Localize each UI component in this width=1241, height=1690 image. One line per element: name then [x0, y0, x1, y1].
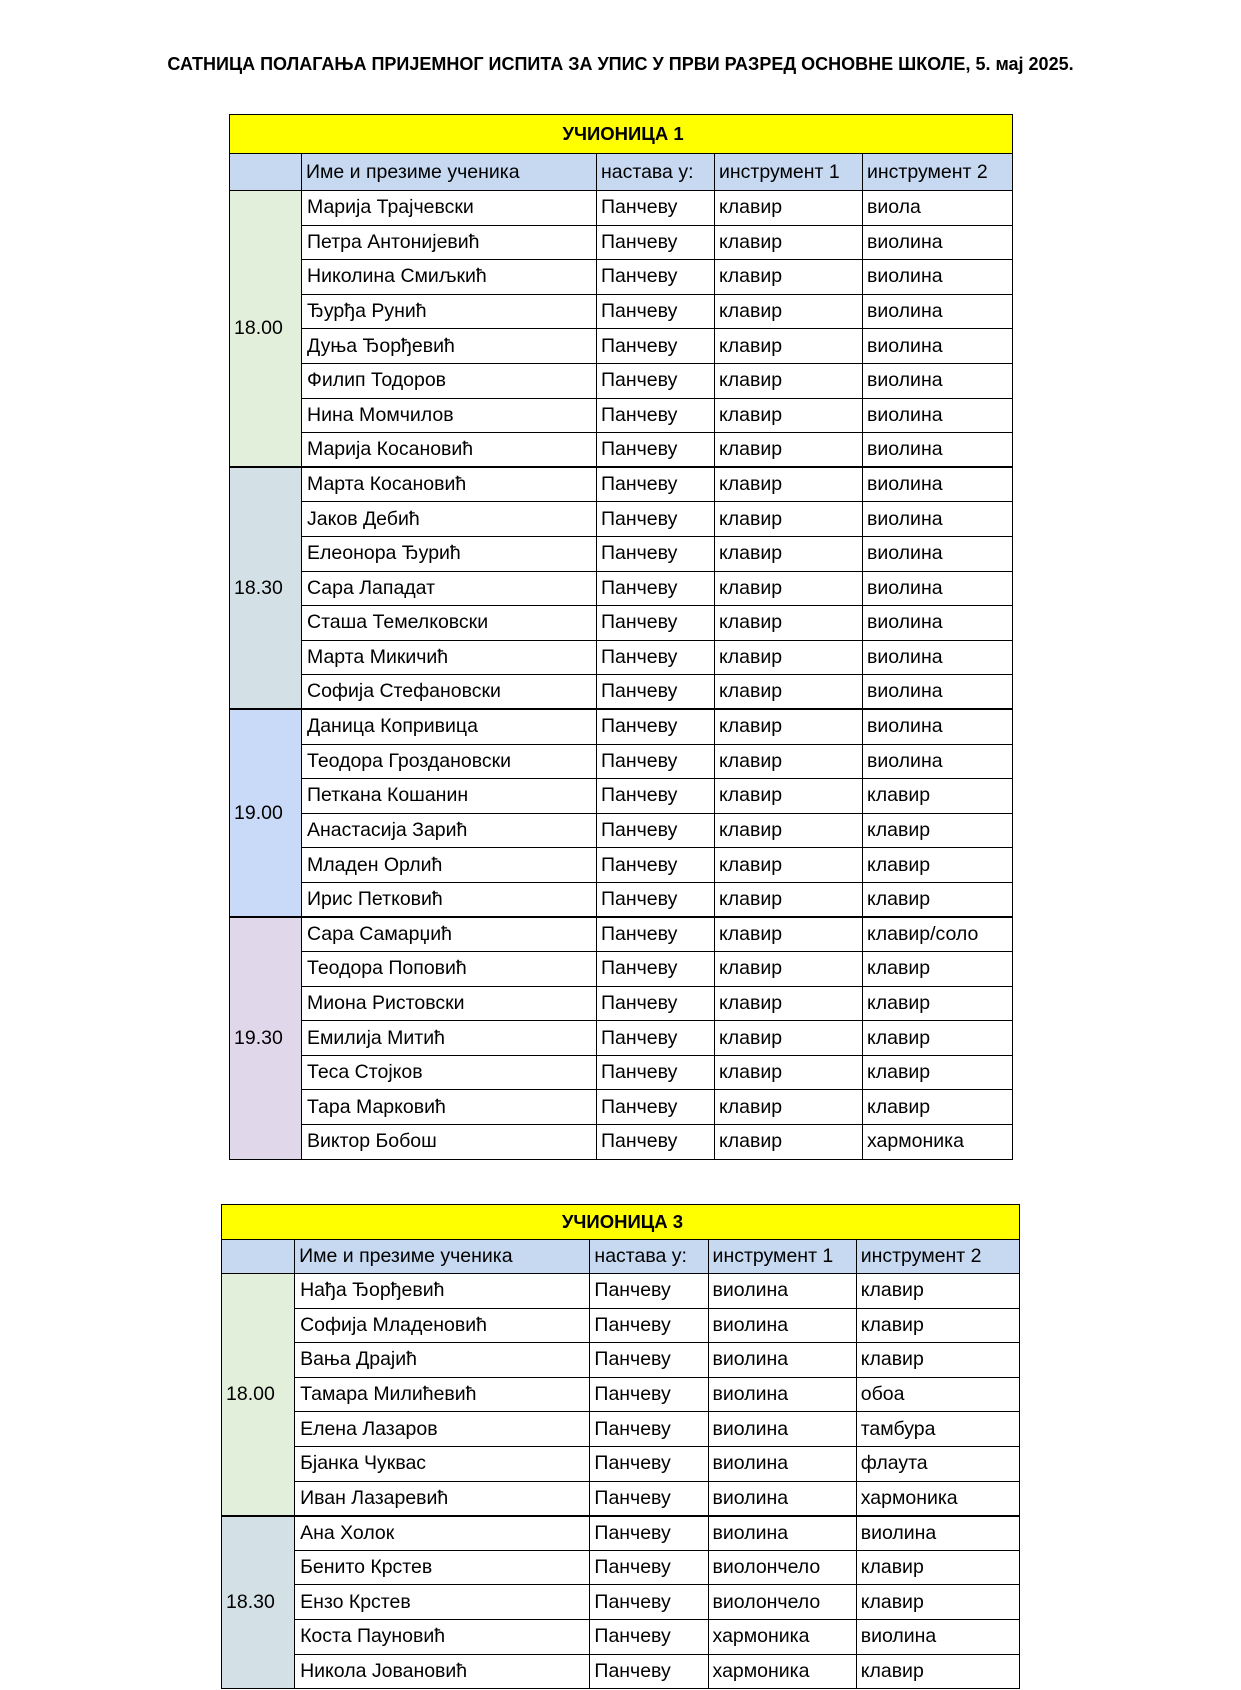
instrument-2-cell: клавир [863, 1090, 1013, 1125]
instrument-2-cell: тамбура [856, 1412, 1019, 1447]
instrument-2-cell: виолина [863, 294, 1013, 329]
student-name-cell: Бјанка Чуквас [295, 1446, 590, 1481]
instrument-2-cell: виолина [863, 433, 1013, 468]
table-row [230, 848, 1013, 883]
location-cell: Панчеву [597, 779, 715, 814]
student-name-cell: Иван Лазаревић [295, 1481, 590, 1516]
table-row [222, 1274, 1020, 1309]
table-row [230, 536, 1013, 571]
location-cell: Панчеву [597, 848, 715, 883]
table-row [230, 294, 1013, 329]
instrument-1-cell: клавир [715, 467, 863, 502]
location-cell: Панчеву [597, 398, 715, 433]
instrument-1-cell: клавир [715, 363, 863, 398]
instrument-2-cell: виолина [863, 709, 1013, 744]
instrument-1-cell: клавир [715, 917, 863, 952]
instrument-2-cell: виолина [863, 606, 1013, 641]
instrument-2-cell: клавир [863, 952, 1013, 987]
table-row [230, 606, 1013, 641]
instrument-2-cell: виолина [863, 571, 1013, 606]
instrument-2-cell: виолина [863, 363, 1013, 398]
instrument-2-cell: клавир [863, 848, 1013, 883]
instrument-2-cell: виолина [863, 744, 1013, 779]
table-row [222, 1619, 1020, 1654]
instrument-2-cell: клавир [863, 986, 1013, 1021]
student-name-cell: Марија Трајчевски [302, 191, 597, 226]
table-row [230, 952, 1013, 987]
location-cell: Панчеву [597, 986, 715, 1021]
time-slot-cell: 18.00 [222, 1274, 295, 1516]
table-row [230, 1055, 1013, 1090]
student-name-cell: Филип Тодоров [302, 363, 597, 398]
page-title: САТНИЦА ПОЛАГАЊА ПРИЈЕМНОГ ИСПИТА ЗА УПИС У ПРВИ РАЗРЕД ОСНОВНЕ ШКОЛЕ, 5. мај 2025. [167, 54, 1074, 74]
instrument-2-cell: виола [863, 191, 1013, 226]
student-name-cell: Марта Косановић [302, 467, 597, 502]
table-row [230, 225, 1013, 260]
location-cell: Панчеву [590, 1619, 708, 1654]
location-cell: Панчеву [597, 640, 715, 675]
student-name-cell: Софија Стефановски [302, 675, 597, 710]
instrument-2-cell: виолина [856, 1516, 1019, 1551]
student-name-cell: Ана Холок [295, 1516, 590, 1551]
location-cell: Панчеву [597, 467, 715, 502]
instrument-1-cell: виолина [708, 1377, 856, 1412]
student-name-cell: Даница Копривица [302, 709, 597, 744]
instrument-2-cell: клавир [863, 779, 1013, 814]
location-cell: Панчеву [597, 536, 715, 571]
instrument-1-cell: клавир [715, 952, 863, 987]
student-name-cell: Елеонора Ђурић [302, 536, 597, 571]
instrument-1-cell: клавир [715, 536, 863, 571]
instrument-1-cell: клавир [715, 502, 863, 537]
room-3-table [221, 1204, 1020, 1689]
location-cell: Панчеву [590, 1481, 708, 1516]
instrument-2-cell: виолина [863, 502, 1013, 537]
location-cell: Панчеву [590, 1446, 708, 1481]
instrument-1-cell: клавир [715, 779, 863, 814]
instrument-1-cell: клавир [715, 260, 863, 295]
student-name-cell: Сара Лападат [302, 571, 597, 606]
instrument-2-cell: клавир [856, 1308, 1019, 1343]
location-cell: Панчеву [597, 363, 715, 398]
table-row [230, 1090, 1013, 1125]
instrument-1-cell: виолина [708, 1446, 856, 1481]
time-slot-cell: 18.30 [222, 1516, 295, 1689]
student-name-cell: Теса Стојков [302, 1055, 597, 1090]
table-row [230, 917, 1013, 952]
instrument-1-cell: клавир [715, 225, 863, 260]
student-name-cell: Тара Марковић [302, 1090, 597, 1125]
location-cell: Панчеву [597, 813, 715, 848]
student-name-cell: Миона Ристовски [302, 986, 597, 1021]
student-name-cell: Петкана Кошанин [302, 779, 597, 814]
student-name-cell: Елена Лазаров [295, 1412, 590, 1447]
student-name-cell: Коста Пауновић [295, 1619, 590, 1654]
instrument-1-cell: клавир [715, 1021, 863, 1056]
column-header-instrument-1: инструмент 1 [715, 154, 863, 191]
table-row [222, 1481, 1020, 1516]
instrument-1-cell: виолончело [708, 1585, 856, 1620]
instrument-1-cell: клавир [715, 675, 863, 710]
location-cell: Панчеву [590, 1377, 708, 1412]
instrument-2-cell: виолина [863, 260, 1013, 295]
instrument-1-cell: хармоника [708, 1619, 856, 1654]
location-cell: Панчеву [597, 191, 715, 226]
instrument-2-cell: клавир/соло [863, 917, 1013, 952]
instrument-1-cell: хармоника [708, 1654, 856, 1689]
table-row [230, 640, 1013, 675]
instrument-1-cell: клавир [715, 882, 863, 917]
table-row [230, 433, 1013, 468]
table-row [230, 191, 1013, 226]
table-row [230, 813, 1013, 848]
student-name-cell: Виктор Бобош [302, 1125, 597, 1160]
student-name-cell: Теодора Поповић [302, 952, 597, 987]
instrument-1-cell: клавир [715, 986, 863, 1021]
instrument-1-cell: клавир [715, 1125, 863, 1160]
instrument-1-cell: виолина [708, 1343, 856, 1378]
instrument-1-cell: клавир [715, 329, 863, 364]
header-time-blank [222, 1240, 295, 1274]
location-cell: Панчеву [590, 1343, 708, 1378]
table-row [230, 363, 1013, 398]
student-name-cell: Јаков Дебић [302, 502, 597, 537]
instrument-1-cell: клавир [715, 813, 863, 848]
location-cell: Панчеву [597, 260, 715, 295]
table-row [230, 709, 1013, 744]
instrument-1-cell: клавир [715, 571, 863, 606]
instrument-1-cell: виолина [708, 1481, 856, 1516]
table-row [230, 398, 1013, 433]
student-name-cell: Емилија Митић [302, 1021, 597, 1056]
instrument-1-cell: виолина [708, 1412, 856, 1447]
instrument-2-cell: клавир [863, 1055, 1013, 1090]
time-slot-cell: 19.00 [230, 709, 302, 917]
instrument-2-cell: виолина [863, 640, 1013, 675]
instrument-2-cell: виолина [863, 225, 1013, 260]
location-cell: Панчеву [590, 1412, 708, 1447]
location-cell: Панчеву [597, 744, 715, 779]
table-row [222, 1585, 1020, 1620]
instrument-2-cell: обоа [856, 1377, 1019, 1412]
instrument-2-cell: виолина [863, 398, 1013, 433]
instrument-2-cell: хармоника [856, 1481, 1019, 1516]
student-name-cell: Петра Антонијевић [302, 225, 597, 260]
location-cell: Панчеву [597, 606, 715, 641]
table-row [230, 329, 1013, 364]
instrument-1-cell: клавир [715, 1090, 863, 1125]
location-cell: Панчеву [597, 433, 715, 468]
instrument-2-cell: клавир [863, 813, 1013, 848]
table-row [230, 467, 1013, 502]
location-cell: Панчеву [597, 882, 715, 917]
location-cell: Панчеву [597, 294, 715, 329]
location-cell: Панчеву [597, 1021, 715, 1056]
location-cell: Панчеву [597, 502, 715, 537]
instrument-2-cell: виолина [863, 536, 1013, 571]
column-header-name: Име и презиме ученика [295, 1240, 590, 1274]
table-row [230, 882, 1013, 917]
instrument-1-cell: виолина [708, 1308, 856, 1343]
student-name-cell: Дуња Ђорђевић [302, 329, 597, 364]
instrument-1-cell: клавир [715, 191, 863, 226]
instrument-1-cell: виолончело [708, 1550, 856, 1585]
instrument-2-cell: виолина [863, 467, 1013, 502]
instrument-1-cell: клавир [715, 433, 863, 468]
table-row [230, 675, 1013, 710]
table-row [230, 1021, 1013, 1056]
location-cell: Панчеву [597, 1090, 715, 1125]
location-cell: Панчеву [597, 571, 715, 606]
instrument-1-cell: клавир [715, 1055, 863, 1090]
location-cell: Панчеву [590, 1585, 708, 1620]
instrument-2-cell: виолина [863, 329, 1013, 364]
column-header-instrument-2: инструмент 2 [863, 154, 1013, 191]
instrument-2-cell: клавир [856, 1550, 1019, 1585]
location-cell: Панчеву [597, 225, 715, 260]
student-name-cell: Младен Орлић [302, 848, 597, 883]
instrument-1-cell: клавир [715, 294, 863, 329]
instrument-2-cell: клавир [863, 1021, 1013, 1056]
location-cell: Панчеву [597, 952, 715, 987]
student-name-cell: Марија Косановић [302, 433, 597, 468]
column-header-location: настава у: [597, 154, 715, 191]
table-row [222, 1412, 1020, 1447]
instrument-2-cell: клавир [856, 1274, 1019, 1309]
location-cell: Панчеву [590, 1274, 708, 1309]
instrument-2-cell: клавир [856, 1343, 1019, 1378]
student-name-cell: Ензо Крстев [295, 1585, 590, 1620]
column-header-location: настава у: [590, 1240, 708, 1274]
location-cell: Панчеву [597, 329, 715, 364]
column-header-instrument-2: инструмент 2 [856, 1240, 1019, 1274]
location-cell: Панчеву [597, 1125, 715, 1160]
student-name-cell: Марта Микичић [302, 640, 597, 675]
instrument-2-cell: хармоника [863, 1125, 1013, 1160]
instrument-1-cell: клавир [715, 848, 863, 883]
table-row [222, 1446, 1020, 1481]
student-name-cell: Ђурђа Рунић [302, 294, 597, 329]
student-name-cell: Сара Самарџић [302, 917, 597, 952]
room-title: УЧИОНИЦА 3 [222, 1205, 1020, 1240]
location-cell: Панчеву [597, 1055, 715, 1090]
table-row [230, 571, 1013, 606]
instrument-2-cell: клавир [863, 882, 1013, 917]
location-cell: Панчеву [590, 1654, 708, 1689]
student-name-cell: Анастасија Зарић [302, 813, 597, 848]
time-slot-cell: 19.30 [230, 917, 302, 1159]
student-name-cell: Сташа Темелковски [302, 606, 597, 641]
instrument-1-cell: виолина [708, 1274, 856, 1309]
header-time-blank [230, 154, 302, 191]
location-cell: Панчеву [597, 709, 715, 744]
time-slot-cell: 18.30 [230, 467, 302, 709]
table-row [222, 1654, 1020, 1689]
student-name-cell: Вања Драјић [295, 1343, 590, 1378]
instrument-1-cell: клавир [715, 606, 863, 641]
table-row [230, 986, 1013, 1021]
student-name-cell: Софија Младеновић [295, 1308, 590, 1343]
table-row [222, 1377, 1020, 1412]
table-row [222, 1343, 1020, 1378]
instrument-1-cell: клавир [715, 398, 863, 433]
student-name-cell: Бенито Крстев [295, 1550, 590, 1585]
student-name-cell: Нађа Ђорђевић [295, 1274, 590, 1309]
student-name-cell: Теодора Гроздановски [302, 744, 597, 779]
location-cell: Панчеву [597, 675, 715, 710]
student-name-cell: Тамара Милићевић [295, 1377, 590, 1412]
room-1-table [229, 114, 1013, 1160]
instrument-2-cell: виолина [863, 675, 1013, 710]
table-row [230, 502, 1013, 537]
instrument-2-cell: флаута [856, 1446, 1019, 1481]
instrument-1-cell: клавир [715, 744, 863, 779]
location-cell: Панчеву [590, 1308, 708, 1343]
instrument-2-cell: клавир [856, 1585, 1019, 1620]
table-row [230, 1125, 1013, 1160]
table-row [222, 1550, 1020, 1585]
instrument-1-cell: клавир [715, 640, 863, 675]
instrument-1-cell: виолина [708, 1516, 856, 1551]
location-cell: Панчеву [590, 1550, 708, 1585]
instrument-2-cell: виолина [856, 1619, 1019, 1654]
student-name-cell: Нина Момчилов [302, 398, 597, 433]
table-row [230, 779, 1013, 814]
table-row [230, 744, 1013, 779]
instrument-1-cell: клавир [715, 709, 863, 744]
instrument-2-cell: клавир [856, 1654, 1019, 1689]
student-name-cell: Ирис Петковић [302, 882, 597, 917]
student-name-cell: Никола Јовановић [295, 1654, 590, 1689]
room-title: УЧИОНИЦА 1 [230, 115, 1013, 154]
student-name-cell: Николина Смиљкић [302, 260, 597, 295]
location-cell: Панчеву [597, 917, 715, 952]
column-header-name: Име и презиме ученика [302, 154, 597, 191]
column-header-instrument-1: инструмент 1 [708, 1240, 856, 1274]
location-cell: Панчеву [590, 1516, 708, 1551]
table-row [222, 1516, 1020, 1551]
table-row [222, 1308, 1020, 1343]
table-row [230, 260, 1013, 295]
time-slot-cell: 18.00 [230, 191, 302, 468]
